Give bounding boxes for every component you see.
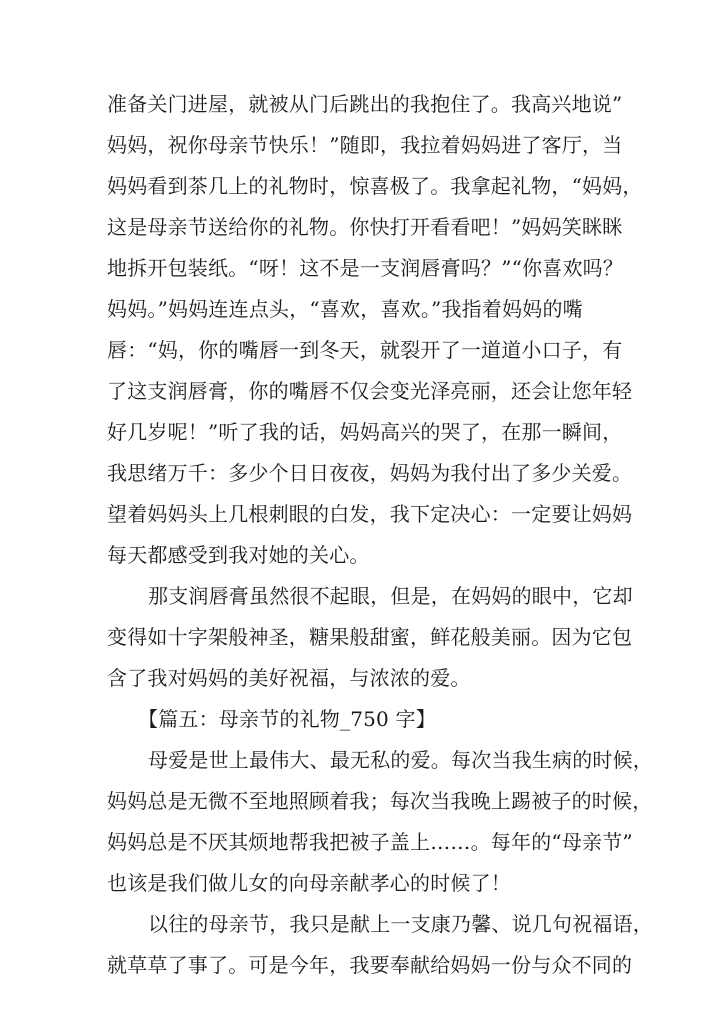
paragraph-first-line: 以往的母亲节，我只是献上一支康乃馨、说几句祝福语， bbox=[148, 912, 653, 936]
text-line: 每天都感受到我对她的关心。 bbox=[107, 543, 370, 567]
section-heading: 【篇五：母亲节的礼物_750 字】 bbox=[138, 707, 436, 731]
text-line: 妈妈总是无微不至地照顾着我；每次当我晚上踢被子的时候， bbox=[107, 789, 653, 813]
text-line: 望着妈妈头上几根刺眼的白发，我下定决心：一定要让妈妈 bbox=[107, 502, 633, 526]
text-line: 含了我对妈妈的美好祝福，与浓浓的爱。 bbox=[107, 666, 471, 690]
text-line: 妈妈，祝你母亲节快乐！”随即，我拉着妈妈进了客厅，当 bbox=[107, 133, 623, 157]
text-line: 变得如十字架般神圣，糖果般甜蜜，鲜花般美丽。因为它包 bbox=[107, 625, 633, 649]
text-line: 妈妈总是不厌其烦地帮我把被子盖上……。每年的“母亲节” bbox=[107, 830, 633, 854]
text-line: 了这支润唇膏，你的嘴唇不仅会变光泽亮丽，还会让您年轻 bbox=[107, 379, 633, 403]
text-line: 这是母亲节送给你的礼物。你快打开看看吧！”妈妈笑眯眯 bbox=[107, 215, 623, 239]
text-line: 唇：“妈，你的嘴唇一到冬天，就裂开了一道道小口子，有 bbox=[107, 338, 623, 362]
text-line: 也该是我们做儿女的向母亲献孝心的时候了！ bbox=[107, 871, 511, 895]
text-line: 就草草了事了。可是今年，我要奉献给妈妈一份与众不同的 bbox=[107, 953, 633, 977]
text-line: 妈妈。”妈妈连连点头，“喜欢，喜欢。”我指着妈妈的嘴 bbox=[107, 297, 583, 321]
text-line: 好几岁呢！”听了我的话，妈妈高兴的哭了，在那一瞬间， bbox=[107, 420, 623, 444]
text-line: 我思绪万千：多少个日日夜夜，妈妈为我付出了多少关爱。 bbox=[107, 461, 633, 485]
paragraph-first-line: 那支润唇膏虽然很不起眼，但是，在妈妈的眼中，它却 bbox=[148, 584, 633, 608]
text-line: 准备关门进屋，就被从门后跳出的我抱住了。我高兴地说” bbox=[107, 92, 623, 116]
paragraph-first-line: 母爱是世上最伟大、最无私的爱。每次当我生病的时候， bbox=[148, 748, 653, 772]
text-line: 地拆开包装纸。“呀！这不是一支润唇膏吗？”“你喜欢吗？ bbox=[107, 256, 624, 280]
text-line: 妈妈看到茶几上的礼物时，惊喜极了。我拿起礼物，“妈妈， bbox=[107, 174, 643, 198]
